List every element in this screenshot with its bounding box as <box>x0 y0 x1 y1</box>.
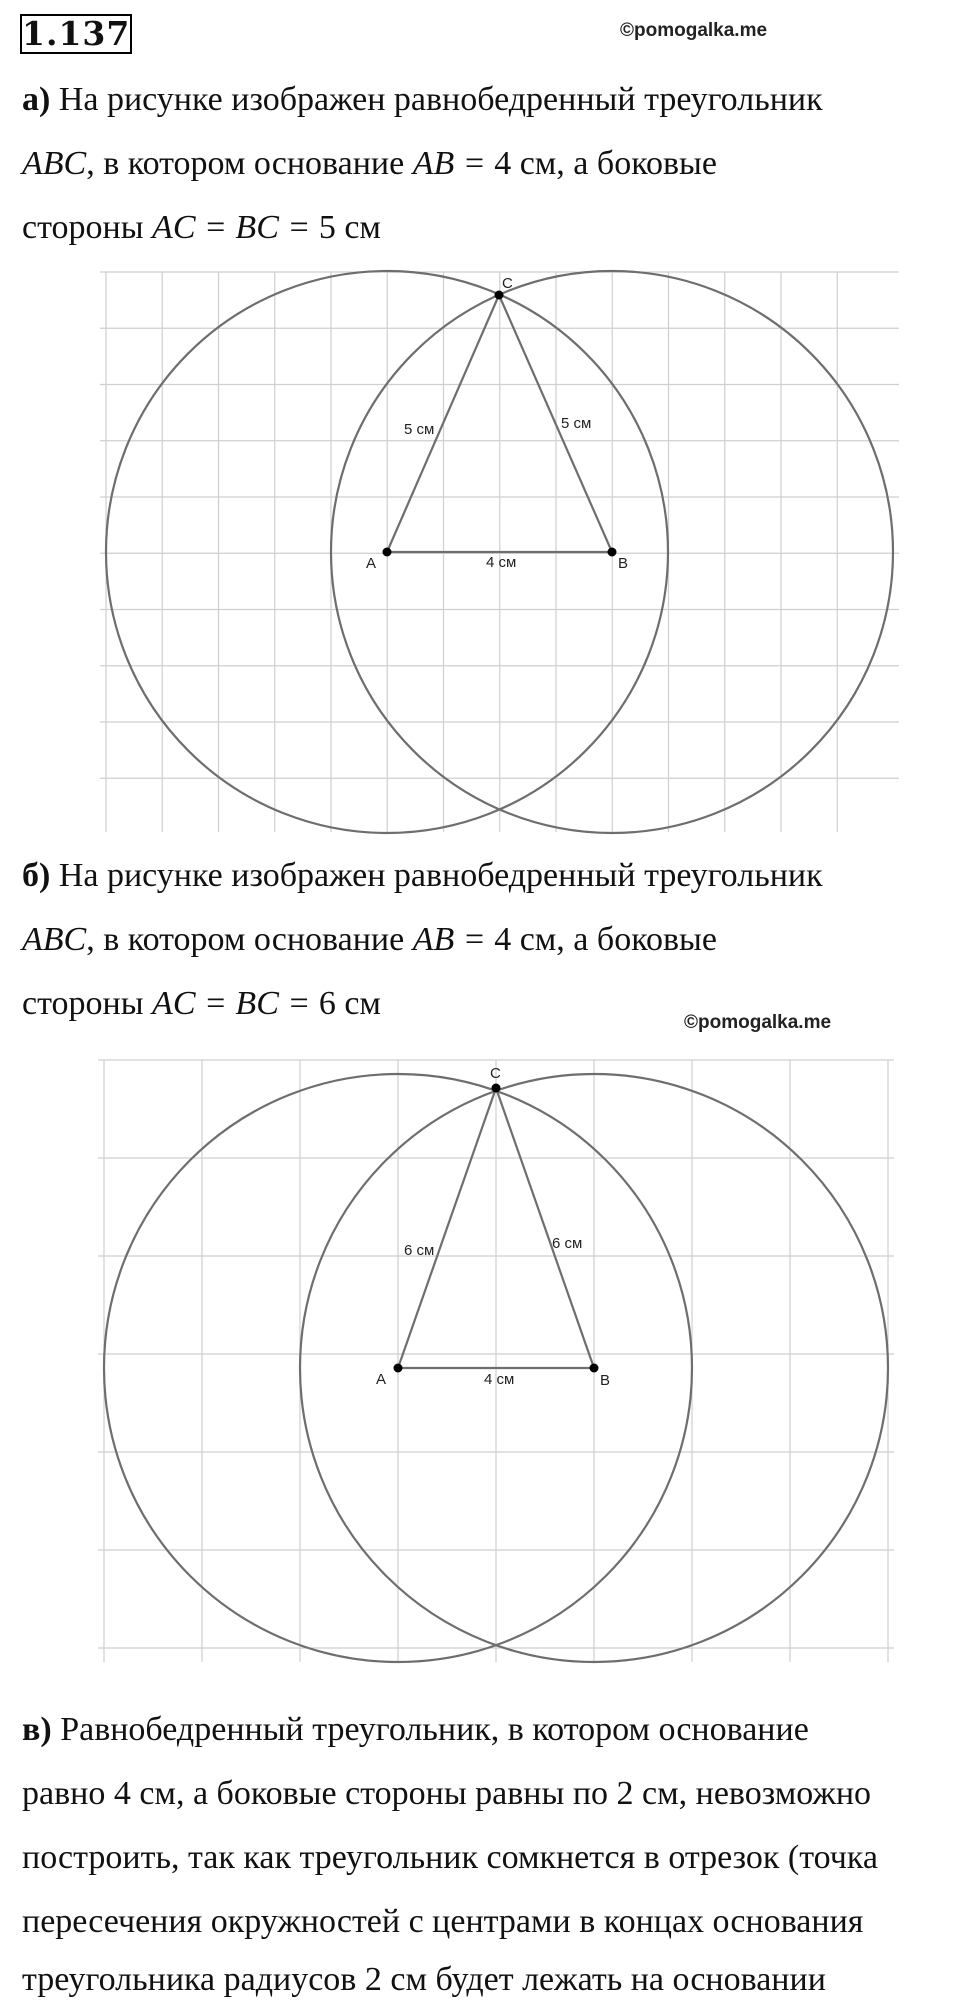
part-b-math: AC = BC = <box>152 985 319 1022</box>
part-b-text: 6 см <box>318 985 381 1022</box>
part-a-math: ABC <box>22 145 87 182</box>
part-b-text: , в котором основание <box>86 921 413 958</box>
figure-b <box>0 1040 960 1670</box>
part-b-line-2 <box>22 920 717 960</box>
part-a-text: стороны <box>22 209 153 246</box>
vertex-label-c: C <box>490 1065 501 1082</box>
part-a-line-3 <box>22 208 381 248</box>
point-a <box>394 1364 403 1373</box>
side-label-bc: 6 см <box>552 1235 583 1252</box>
base-label: 4 см <box>486 554 517 571</box>
part-a-math: AB = <box>412 145 495 182</box>
part-c-line-2: равно 4 см, а боковые стороны равны по 2 см, невозможно <box>22 1775 872 1812</box>
part-c-line-5: треугольника радиусов 2 см будет лежать на основании <box>22 1961 826 1998</box>
base-label: 4 см <box>484 1371 515 1388</box>
side-label-ac: 5 см <box>404 421 435 438</box>
part-a-text: 4 см, а боковые <box>494 145 717 182</box>
part-a-text: , в котором основание <box>86 145 413 182</box>
part-c-text: Равнобедренный треугольник, в котором основание <box>60 1711 809 1748</box>
watermark: ©pomogalka.me <box>620 20 768 41</box>
part-c-line-4: пересечения окружностей с центрами в концах основания <box>22 1903 864 1940</box>
point-b <box>590 1364 599 1373</box>
part-a-math: AC = BC = <box>152 209 319 246</box>
figure-b-grid <box>98 1060 894 1662</box>
point-a <box>383 548 392 557</box>
part-c-line-1 <box>22 1710 809 1750</box>
point-b <box>608 548 617 557</box>
vertex-label-b: B <box>600 1372 611 1389</box>
side-bc <box>496 1088 594 1368</box>
side-ac <box>398 1088 496 1368</box>
part-b-math: ABC <box>22 921 87 958</box>
part-c-line-3: построить, так как треугольник сомкнется в отрезок (точка <box>22 1839 878 1876</box>
part-b-marker: б) <box>22 857 51 894</box>
vertex-label-a: A <box>376 1371 387 1388</box>
figure-a <box>0 262 960 842</box>
vertex-label-b: B <box>618 555 629 572</box>
part-c-marker: в) <box>22 1711 52 1748</box>
problem-number: 1.137 <box>22 14 131 53</box>
part-b-text: 4 см, а боковые <box>494 921 717 958</box>
point-c <box>492 1084 501 1093</box>
part-a-line-1 <box>22 80 823 120</box>
vertex-label-c: C <box>502 275 513 292</box>
part-b-text: стороны <box>22 985 153 1022</box>
part-b-line-1 <box>22 856 823 896</box>
part-a-line-2 <box>22 144 717 184</box>
vertex-label-a: A <box>366 555 377 572</box>
watermark: ©pomogalka.me <box>684 1012 832 1033</box>
side-label-ac: 6 см <box>404 1242 435 1259</box>
part-a-text: На рисунке изображен равнобедренный треугольник <box>58 81 823 118</box>
part-b-line-3 <box>22 984 381 1024</box>
part-a-marker: а) <box>22 81 51 118</box>
side-label-bc: 5 см <box>561 415 592 432</box>
part-a-text: 5 см <box>318 209 381 246</box>
part-b-math: AB = <box>412 921 495 958</box>
part-b-text: На рисунке изображен равнобедренный треугольник <box>58 857 823 894</box>
